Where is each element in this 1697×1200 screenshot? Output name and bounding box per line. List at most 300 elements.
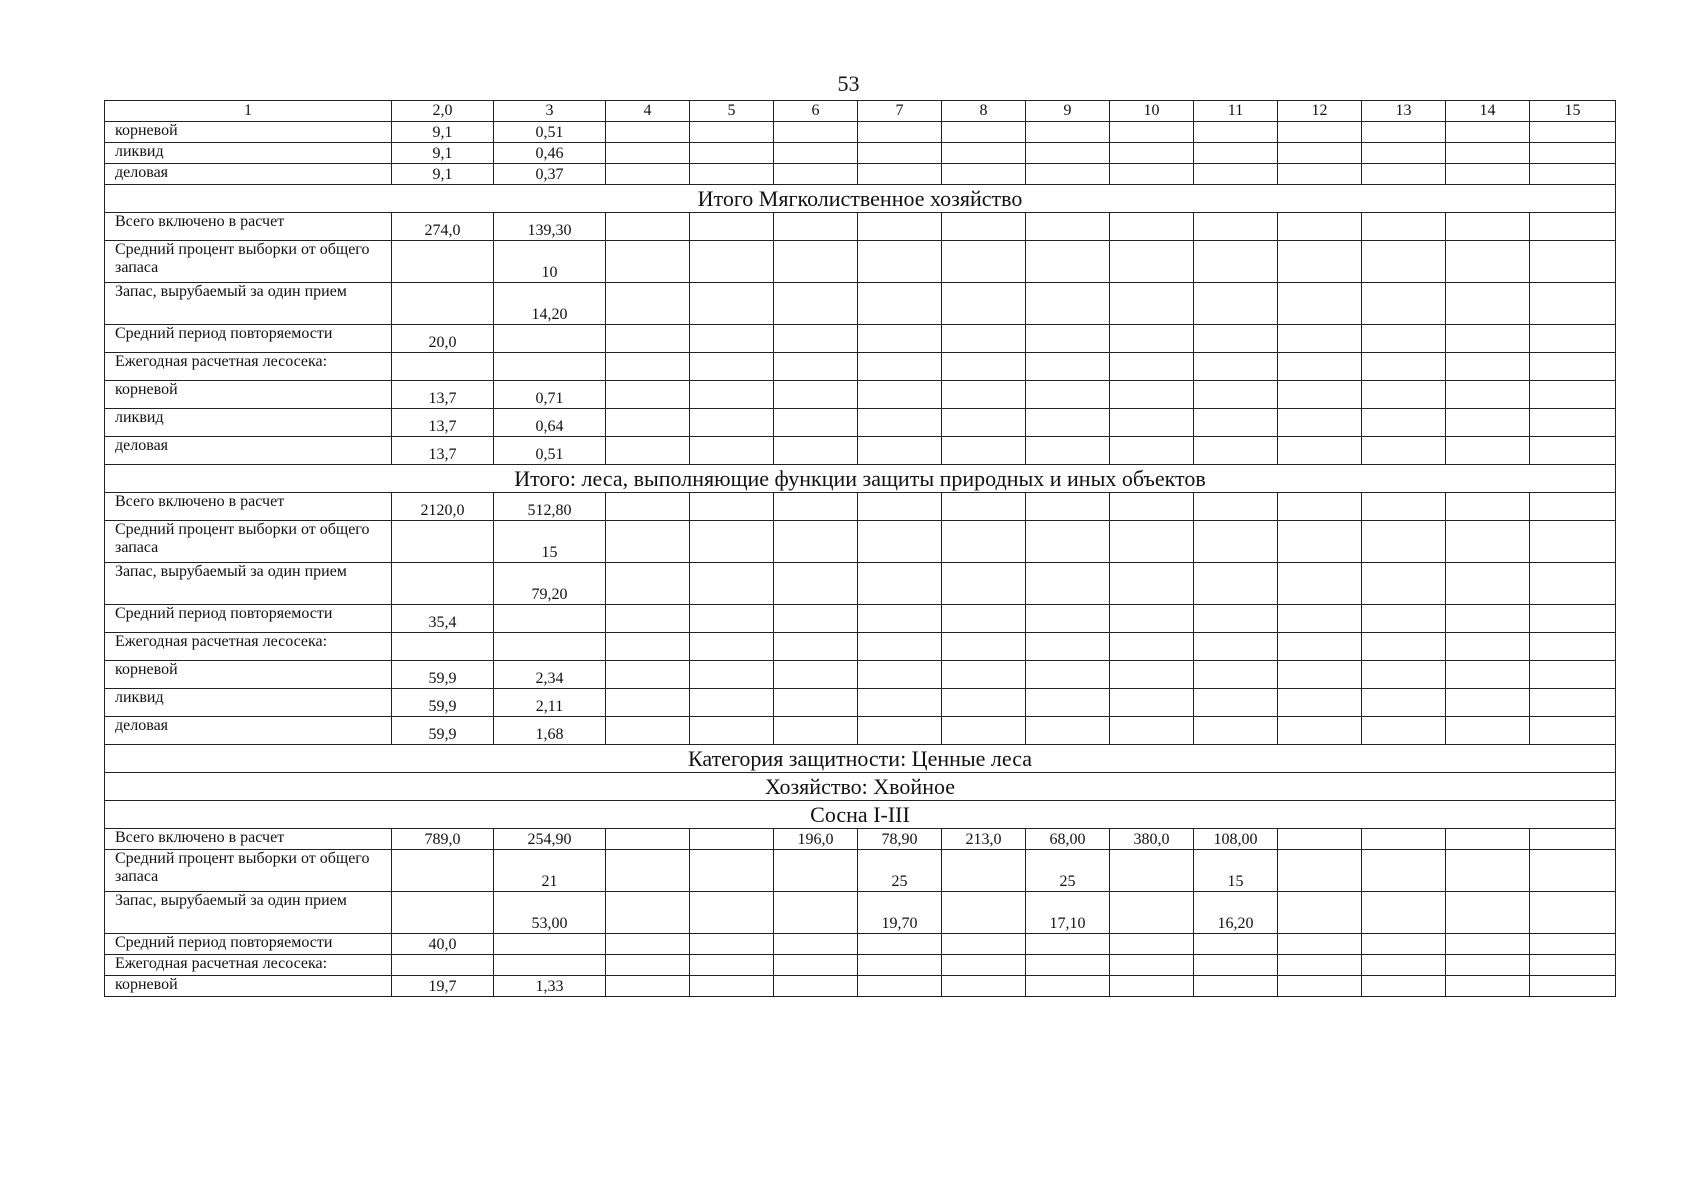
- table-cell: [392, 955, 494, 976]
- table-cell: [774, 241, 858, 283]
- table-cell: 380,0: [1110, 829, 1194, 850]
- table-cell: [774, 976, 858, 997]
- table-cell: [858, 283, 942, 325]
- table-cell: [690, 976, 774, 997]
- table-cell: [1446, 437, 1530, 465]
- row-label: корневой: [105, 122, 392, 143]
- table-cell: [858, 633, 942, 661]
- table-cell: [858, 605, 942, 633]
- table-cell: [774, 143, 858, 164]
- table-cell: [1026, 563, 1110, 605]
- table-cell: [942, 661, 1026, 689]
- section-heading-row: [105, 801, 1616, 829]
- table-cell: [858, 353, 942, 381]
- table-cell: [1530, 605, 1616, 633]
- table-cell: [1278, 493, 1362, 521]
- table-cell: 16,20: [1194, 892, 1278, 934]
- table-cell: 0,46: [494, 143, 606, 164]
- table-cell: [1110, 437, 1194, 465]
- table-cell: [858, 213, 942, 241]
- table-cell: [1530, 381, 1616, 409]
- table-cell: [1026, 661, 1110, 689]
- table-cell: 0,64: [494, 409, 606, 437]
- table-row: [105, 381, 1616, 409]
- table-cell: [858, 521, 942, 563]
- table-cell: 68,00: [1026, 829, 1110, 850]
- table-cell: [606, 633, 690, 661]
- table-cell: [1026, 605, 1110, 633]
- table-cell: [1110, 850, 1194, 892]
- table-cell: [1446, 633, 1530, 661]
- column-number-3: 3: [494, 101, 606, 122]
- table-cell: 15: [494, 521, 606, 563]
- table-cell: [1278, 325, 1362, 353]
- table-cell: 59,9: [392, 661, 494, 689]
- table-cell: [1026, 521, 1110, 563]
- table-cell: [942, 955, 1026, 976]
- table-cell: [1362, 829, 1446, 850]
- table-row: [105, 829, 1616, 850]
- table-cell: [1194, 143, 1278, 164]
- table-cell: [606, 437, 690, 465]
- table-cell: [1026, 325, 1110, 353]
- row-label: Всего включено в расчет: [105, 493, 392, 521]
- table-cell: [494, 325, 606, 353]
- table-cell: 2,34: [494, 661, 606, 689]
- table-cell: [858, 689, 942, 717]
- table-cell: [1110, 563, 1194, 605]
- table-cell: [942, 717, 1026, 745]
- table-cell: [1110, 143, 1194, 164]
- table-cell: [942, 283, 1026, 325]
- section-heading: Итого: леса, выполняющие функции защиты природных и иных объектов: [105, 465, 1616, 493]
- row-label: Ежегодная расчетная лесосека:: [105, 353, 392, 381]
- table-cell: [774, 633, 858, 661]
- row-label: корневой: [105, 661, 392, 689]
- table-cell: [392, 241, 494, 283]
- table-cell: [1194, 213, 1278, 241]
- table-cell: [1026, 717, 1110, 745]
- table-cell: [1110, 934, 1194, 955]
- table-cell: 9,1: [392, 122, 494, 143]
- table-cell: [690, 164, 774, 185]
- table-cell: 108,00: [1194, 829, 1278, 850]
- table-cell: [1530, 717, 1616, 745]
- table-cell: [1110, 381, 1194, 409]
- table-cell: 40,0: [392, 934, 494, 955]
- table-cell: [1446, 241, 1530, 283]
- table-cell: [1446, 381, 1530, 409]
- table-cell: [606, 934, 690, 955]
- table-cell: [690, 283, 774, 325]
- table-cell: [1362, 850, 1446, 892]
- table-cell: [942, 633, 1026, 661]
- table-cell: [606, 143, 690, 164]
- table-cell: [858, 381, 942, 409]
- table-cell: [774, 892, 858, 934]
- table-cell: [1446, 976, 1530, 997]
- table-cell: [1194, 563, 1278, 605]
- table-cell: [1362, 955, 1446, 976]
- table-cell: 2120,0: [392, 493, 494, 521]
- row-label: Ежегодная расчетная лесосека:: [105, 633, 392, 661]
- table-cell: [606, 164, 690, 185]
- table-cell: [1362, 381, 1446, 409]
- table-cell: [1446, 955, 1530, 976]
- section-heading-row: [105, 465, 1616, 493]
- table-cell: [1110, 353, 1194, 381]
- table-cell: [1110, 213, 1194, 241]
- row-label: деловая: [105, 717, 392, 745]
- table-cell: [392, 283, 494, 325]
- table-cell: [942, 934, 1026, 955]
- table-cell: 53,00: [494, 892, 606, 934]
- table-cell: [606, 521, 690, 563]
- table-cell: [690, 122, 774, 143]
- table-cell: [1446, 325, 1530, 353]
- table-cell: [1194, 521, 1278, 563]
- table-cell: [1110, 122, 1194, 143]
- column-number-10: 10: [1110, 101, 1194, 122]
- section-heading: Сосна I-III: [105, 801, 1616, 829]
- table-cell: [1194, 633, 1278, 661]
- table-cell: [606, 283, 690, 325]
- table-row: [105, 633, 1616, 661]
- table-row: [105, 521, 1616, 563]
- table-cell: [606, 717, 690, 745]
- table-cell: [690, 353, 774, 381]
- table-cell: [690, 955, 774, 976]
- table-cell: [942, 892, 1026, 934]
- table-cell: [1530, 689, 1616, 717]
- table-cell: [1530, 661, 1616, 689]
- table-cell: [1530, 976, 1616, 997]
- table-cell: [1278, 283, 1362, 325]
- table-cell: [1530, 633, 1616, 661]
- table-cell: [392, 353, 494, 381]
- table-row: [105, 143, 1616, 164]
- row-label: Всего включено в расчет: [105, 829, 392, 850]
- table-cell: [1446, 521, 1530, 563]
- table-cell: [690, 661, 774, 689]
- table-cell: [690, 563, 774, 605]
- row-label: Средний процент выборки от общего запаса: [105, 241, 392, 283]
- table-cell: [1278, 241, 1362, 283]
- table-cell: [1026, 934, 1110, 955]
- table-cell: [1530, 437, 1616, 465]
- table-cell: [690, 850, 774, 892]
- table-cell: [1446, 409, 1530, 437]
- table-cell: 13,7: [392, 409, 494, 437]
- row-label: Всего включено в расчет: [105, 213, 392, 241]
- table-cell: [1362, 563, 1446, 605]
- table-cell: [1530, 353, 1616, 381]
- table-cell: [1530, 955, 1616, 976]
- table-cell: 196,0: [774, 829, 858, 850]
- table-cell: [392, 563, 494, 605]
- row-label: ликвид: [105, 409, 392, 437]
- table-cell: [606, 213, 690, 241]
- table-cell: 213,0: [942, 829, 1026, 850]
- table-cell: [1110, 605, 1194, 633]
- table-cell: [1194, 283, 1278, 325]
- table-cell: [1278, 437, 1362, 465]
- table-cell: [1026, 164, 1110, 185]
- table-cell: [1110, 241, 1194, 283]
- table-cell: [1278, 563, 1362, 605]
- table-cell: [774, 521, 858, 563]
- table-cell: [690, 493, 774, 521]
- table-cell: [1362, 409, 1446, 437]
- table-cell: [1110, 892, 1194, 934]
- table-cell: [1278, 164, 1362, 185]
- table-cell: 25: [1026, 850, 1110, 892]
- table-cell: [774, 437, 858, 465]
- table-cell: [606, 381, 690, 409]
- table-cell: [1278, 717, 1362, 745]
- table-cell: [1026, 381, 1110, 409]
- table-cell: [1530, 122, 1616, 143]
- table-cell: [942, 437, 1026, 465]
- table-cell: [1194, 437, 1278, 465]
- table-cell: [774, 605, 858, 633]
- row-label: ликвид: [105, 143, 392, 164]
- table-cell: [1446, 122, 1530, 143]
- table-body: [105, 101, 1616, 997]
- table-cell: 35,4: [392, 605, 494, 633]
- table-cell: [774, 325, 858, 353]
- table-cell: [1110, 283, 1194, 325]
- table-cell: 79,20: [494, 563, 606, 605]
- table-cell: [1278, 850, 1362, 892]
- table-cell: 10: [494, 241, 606, 283]
- table-cell: [1026, 213, 1110, 241]
- row-label: Запас, вырубаемый за один прием: [105, 892, 392, 934]
- table-cell: [774, 164, 858, 185]
- table-cell: [1362, 521, 1446, 563]
- table-cell: [1362, 689, 1446, 717]
- table-cell: [774, 850, 858, 892]
- table-cell: [392, 633, 494, 661]
- table-cell: [1530, 241, 1616, 283]
- table-row: [105, 241, 1616, 283]
- table-cell: [858, 325, 942, 353]
- table-cell: [774, 283, 858, 325]
- table-cell: [1110, 717, 1194, 745]
- forest-calculation-table: [104, 100, 1616, 997]
- table-row: [105, 605, 1616, 633]
- table-cell: [1362, 241, 1446, 283]
- table-cell: [1110, 164, 1194, 185]
- table-cell: [1530, 934, 1616, 955]
- table-cell: [1026, 437, 1110, 465]
- table-cell: [774, 934, 858, 955]
- table-cell: 59,9: [392, 689, 494, 717]
- table-cell: [858, 493, 942, 521]
- table-cell: [1446, 605, 1530, 633]
- row-label: Запас, вырубаемый за один прием: [105, 283, 392, 325]
- table-cell: [1194, 325, 1278, 353]
- table-cell: [690, 325, 774, 353]
- table-cell: [1194, 409, 1278, 437]
- table-cell: 254,90: [494, 829, 606, 850]
- table-cell: [606, 563, 690, 605]
- table-cell: [942, 521, 1026, 563]
- table-cell: [1278, 381, 1362, 409]
- table-cell: [942, 353, 1026, 381]
- table-cell: [942, 241, 1026, 283]
- table-cell: 1,68: [494, 717, 606, 745]
- table-row: [105, 850, 1616, 892]
- table-cell: [1278, 955, 1362, 976]
- table-cell: [774, 213, 858, 241]
- table-cell: [690, 409, 774, 437]
- section-heading-row: [105, 745, 1616, 773]
- table-row: [105, 353, 1616, 381]
- table-cell: [1362, 143, 1446, 164]
- table-cell: [1530, 521, 1616, 563]
- table-cell: [606, 829, 690, 850]
- table-cell: [1530, 892, 1616, 934]
- column-number-7: 7: [858, 101, 942, 122]
- section-heading-row: [105, 773, 1616, 801]
- table-cell: 0,71: [494, 381, 606, 409]
- row-label: Средний процент выборки от общего запаса: [105, 850, 392, 892]
- table-cell: [1278, 605, 1362, 633]
- table-cell: 15: [1194, 850, 1278, 892]
- table-row: [105, 934, 1616, 955]
- table-cell: [1026, 689, 1110, 717]
- table-cell: [1362, 717, 1446, 745]
- table-cell: 0,37: [494, 164, 606, 185]
- table-cell: [606, 661, 690, 689]
- table-cell: [1278, 143, 1362, 164]
- table-cell: [942, 976, 1026, 997]
- table-cell: 0,51: [494, 122, 606, 143]
- table-cell: [1026, 955, 1110, 976]
- table-cell: [1362, 605, 1446, 633]
- table-row: [105, 892, 1616, 934]
- table-cell: [1530, 325, 1616, 353]
- table-cell: 0,51: [494, 437, 606, 465]
- table-cell: [1362, 213, 1446, 241]
- table-cell: [942, 409, 1026, 437]
- table-row: [105, 717, 1616, 745]
- table-cell: [1530, 850, 1616, 892]
- table-cell: 139,30: [494, 213, 606, 241]
- table-cell: 9,1: [392, 164, 494, 185]
- table-cell: [1278, 661, 1362, 689]
- table-cell: 25: [858, 850, 942, 892]
- page-number: 53: [837, 71, 860, 96]
- table-cell: [392, 850, 494, 892]
- table-cell: [1362, 122, 1446, 143]
- table-cell: [1362, 892, 1446, 934]
- table-cell: [1278, 521, 1362, 563]
- table-cell: [1278, 353, 1362, 381]
- table-cell: 13,7: [392, 437, 494, 465]
- table-cell: [1362, 633, 1446, 661]
- table-cell: [942, 381, 1026, 409]
- table-row: [105, 955, 1616, 976]
- table-cell: [690, 829, 774, 850]
- column-number-4: 4: [606, 101, 690, 122]
- table-cell: [1026, 409, 1110, 437]
- table-row: [105, 409, 1616, 437]
- table-cell: [606, 325, 690, 353]
- table-cell: [1362, 661, 1446, 689]
- table-cell: [1110, 661, 1194, 689]
- table-cell: [1110, 633, 1194, 661]
- row-label: деловая: [105, 164, 392, 185]
- table-cell: [1446, 213, 1530, 241]
- column-number-15: 15: [1530, 101, 1616, 122]
- table-cell: [1194, 241, 1278, 283]
- table-cell: [774, 122, 858, 143]
- table-cell: [1530, 409, 1616, 437]
- table-cell: [1194, 381, 1278, 409]
- table-cell: [690, 892, 774, 934]
- table-row: [105, 976, 1616, 997]
- column-number-1: 1: [105, 101, 392, 122]
- table-cell: [774, 353, 858, 381]
- table-cell: [1362, 934, 1446, 955]
- table-cell: [1026, 143, 1110, 164]
- table-cell: [690, 381, 774, 409]
- table-cell: [1446, 829, 1530, 850]
- table-cell: [690, 605, 774, 633]
- table-cell: 9,1: [392, 143, 494, 164]
- table-cell: [1446, 283, 1530, 325]
- table-cell: 21: [494, 850, 606, 892]
- table-cell: [1110, 409, 1194, 437]
- table-cell: [1110, 521, 1194, 563]
- table-cell: [1446, 689, 1530, 717]
- table-cell: [690, 689, 774, 717]
- table-cell: [774, 955, 858, 976]
- row-label: Запас, вырубаемый за один прием: [105, 563, 392, 605]
- table-cell: 78,90: [858, 829, 942, 850]
- table-cell: [606, 409, 690, 437]
- table-cell: [858, 976, 942, 997]
- row-label: Ежегодная расчетная лесосека:: [105, 955, 392, 976]
- table-cell: [942, 563, 1026, 605]
- table-cell: [690, 437, 774, 465]
- table-cell: [774, 563, 858, 605]
- table-cell: [1194, 353, 1278, 381]
- column-number-row: [105, 101, 1616, 122]
- table-cell: [690, 213, 774, 241]
- column-number-5: 5: [690, 101, 774, 122]
- section-heading: Категория защитности: Ценные леса: [105, 745, 1616, 773]
- table-cell: [690, 143, 774, 164]
- table-cell: [942, 143, 1026, 164]
- table-cell: [774, 717, 858, 745]
- table-cell: [942, 325, 1026, 353]
- table-cell: [1278, 689, 1362, 717]
- column-number-12: 12: [1278, 101, 1362, 122]
- table-cell: [1110, 955, 1194, 976]
- table-cell: [1446, 493, 1530, 521]
- table-cell: [858, 122, 942, 143]
- table-cell: [1026, 241, 1110, 283]
- table-cell: [1026, 633, 1110, 661]
- table-cell: 19,7: [392, 976, 494, 997]
- table-cell: [1446, 353, 1530, 381]
- table-cell: [1362, 353, 1446, 381]
- table-cell: [1026, 976, 1110, 997]
- table-cell: [1278, 934, 1362, 955]
